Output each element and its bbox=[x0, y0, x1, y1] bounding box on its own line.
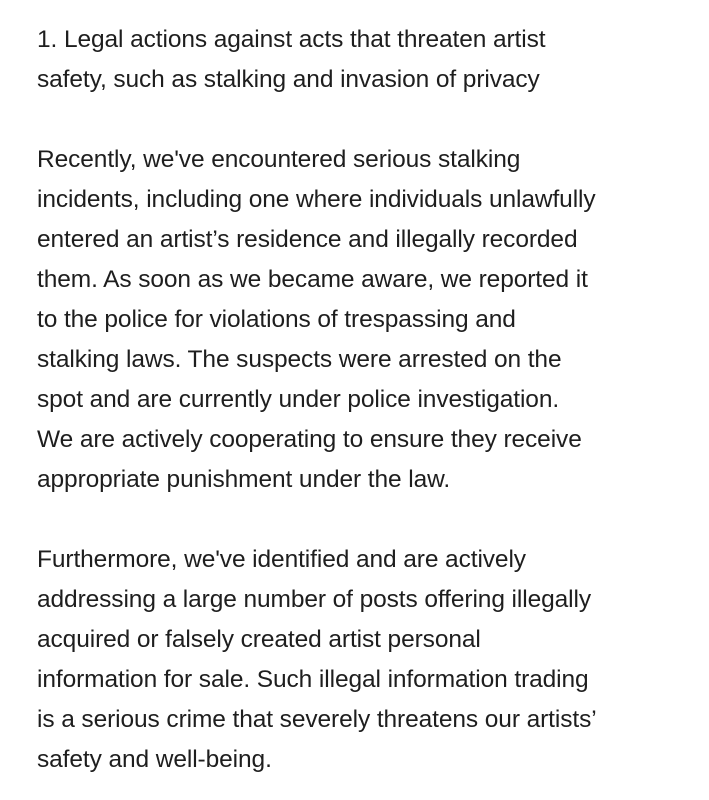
paragraph-line: addressing a large number of posts offering illegally bbox=[37, 586, 591, 613]
heading-line: safety, such as stalking and invasion of privacy bbox=[37, 66, 540, 93]
paragraph-line: is a serious crime that severely threatens our artists’ bbox=[37, 706, 597, 733]
paragraph-line: incidents, including one where individuals unlawfully bbox=[37, 186, 596, 213]
heading-line: 1. Legal actions against acts that threaten artist bbox=[37, 26, 546, 53]
paragraph-line: information for sale. Such illegal information trading bbox=[37, 666, 589, 693]
paragraph-line: them. As soon as we became aware, we reported it bbox=[37, 266, 588, 293]
paragraph-line: Recently, we've encountered serious stalking bbox=[37, 146, 521, 173]
paragraph-line: We are actively cooperating to ensure they receive bbox=[37, 426, 582, 453]
document-body bbox=[37, 20, 687, 780]
paragraph-line: safety and well-being. bbox=[37, 746, 272, 773]
paragraph-line: to the police for violations of trespassing and bbox=[37, 306, 516, 333]
paragraph-line: acquired or falsely created artist personal bbox=[37, 626, 481, 653]
paragraph-line: spot and are currently under police investigation. bbox=[37, 386, 560, 413]
paragraph-line: Furthermore, we've identified and are actively bbox=[37, 546, 526, 573]
paragraph-stalking-incidents bbox=[37, 140, 687, 500]
paragraph-line: stalking laws. The suspects were arrested on the bbox=[37, 346, 562, 373]
section-heading bbox=[37, 20, 687, 100]
paragraph-line: entered an artist’s residence and illegally recorded bbox=[37, 226, 578, 253]
paragraph-gap bbox=[37, 500, 687, 540]
paragraph-gap bbox=[37, 100, 687, 140]
paragraph-line: appropriate punishment under the law. bbox=[37, 466, 451, 493]
paragraph-information-trading bbox=[37, 540, 687, 780]
